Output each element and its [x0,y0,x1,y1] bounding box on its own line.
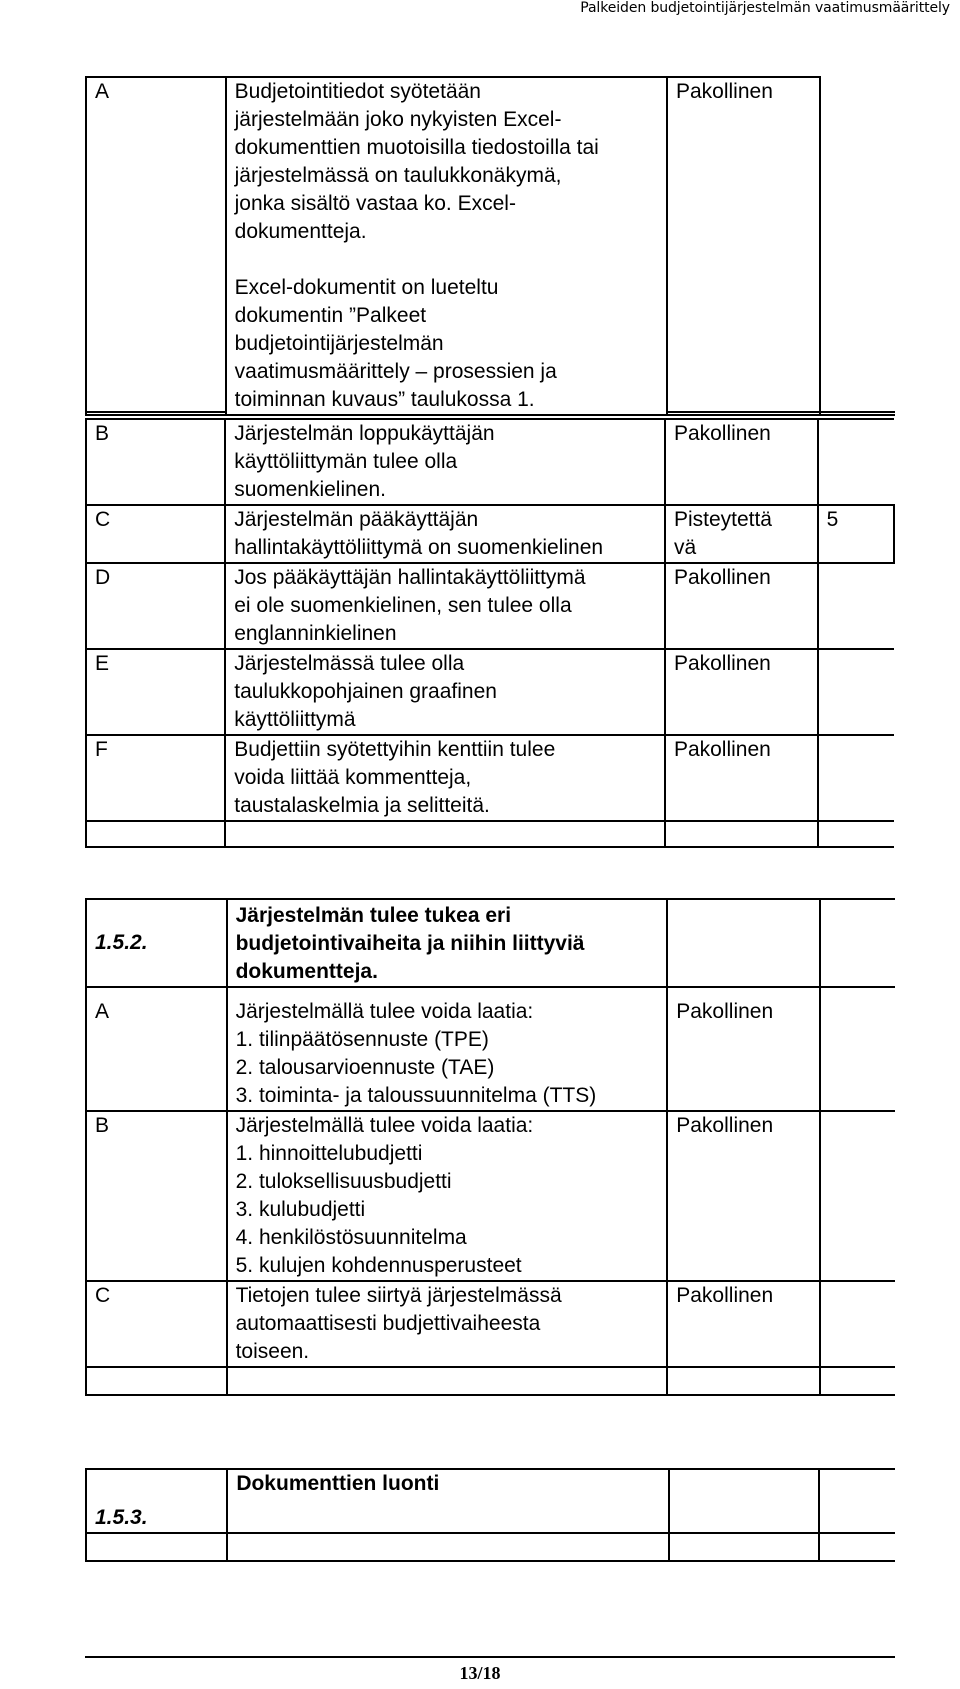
empty-cell [820,987,895,1111]
footer-divider [85,1656,895,1658]
text-line: 3. kulubudjetti [235,1198,366,1221]
row-id: D [86,563,225,649]
text-line: 1. tilinpäätösennuste (TPE) [235,1028,489,1051]
score-cell [818,735,894,821]
text-line: Järjestelmän pääkäyttäjän [234,508,479,531]
table-row [86,821,894,847]
empty-cell [665,821,818,847]
text-line: käyttöliittymän tulee olla [234,450,458,473]
text-line: Budjettiin syötettyihin kenttiin tulee [234,738,556,761]
text-line: jonka sisältö vastaa ko. Excel- [234,192,516,215]
empty-cell [227,1367,668,1395]
row-id-spacer [86,412,226,415]
row-id: A [86,987,227,1111]
section-header-row [86,1469,895,1533]
row-id: C [86,505,225,563]
requirement-text [227,1111,668,1281]
text-line: 2. tuloksellisuusbudjetti [235,1170,452,1193]
empty-cell [86,1367,227,1395]
empty-cell [86,1533,227,1561]
text-line: dokumentteja. [234,220,367,243]
text-line: Järjestelmässä tulee olla [234,652,465,675]
empty-cell [86,821,225,847]
table-row [86,735,894,821]
text-line: järjestelmässä on taulukkonäkymä, [234,164,562,187]
requirements-table-1b [85,418,895,848]
text-line: Jos pääkäyttäjän hallintakäyttöliittymä [234,566,586,589]
row-id: F [86,735,225,821]
table-row [86,987,895,1111]
table-row [86,1281,895,1367]
text-line: 5. kulujen kohdennusperusteet [235,1254,522,1277]
requirement-status: Pisteytettä vä [665,505,818,563]
text-line: suomenkielinen. [234,478,386,501]
text-line: Järjestelmällä tulee voida laatia: [235,1114,534,1137]
text-line: 4. henkilöstösuunnitelma [235,1226,467,1249]
text-line: käyttöliittymä [234,708,356,731]
status-spacer [667,412,820,415]
table-row [86,77,895,412]
text-line: Tietojen tulee siirtyä järjestelmässä [235,1284,562,1307]
table-row [86,1533,895,1561]
empty-cell [667,899,820,987]
text-line: budjetointijärjestelmän [234,332,444,355]
text-line: Budjetointitiedot syötetään [234,80,481,103]
document-header: Palkeiden budjetointijärjestelmän vaatimusmäärittely [580,0,950,16]
empty-cell [225,821,665,847]
score-cell [820,77,895,412]
empty-cell [820,1367,895,1395]
empty-cell [820,1111,895,1281]
table-row [86,563,894,649]
table-row [86,1111,895,1281]
score-cell [818,563,894,649]
score-cell [820,412,895,415]
requirements-table-1 [85,76,895,416]
text-line: dokumenttien muotoisilla tiedostoilla tai [234,136,599,159]
requirement-text [227,987,668,1111]
text-line: dokumentin ”Palkeet [234,304,427,327]
requirements-table-3 [85,1468,895,1562]
text-line: englanninkielinen [234,622,397,645]
text-line: järjestelmään joko nykyisten Excel- [234,108,562,131]
empty-cell [819,1469,895,1533]
empty-cell [820,899,895,987]
text-line: 2. talousarvioennuste (TAE) [235,1056,495,1079]
requirement-status: Pakollinen [667,77,820,412]
requirement-status: Pakollinen [665,563,818,649]
text-line: voida liittää kommentteja, [234,766,472,789]
requirement-status: Pakollinen [667,987,820,1111]
score-cell [818,419,894,505]
text-line: Järjestelmän loppukäyttäjän [234,422,495,445]
text-line: taustalaskelmia ja selitteitä. [234,794,490,817]
section-number-text: 1.5.2. [95,931,148,954]
empty-cell [819,1533,895,1561]
text-line: Järjestelmällä tulee voida laatia: [235,1000,534,1023]
text-line: ei ole suomenkielinen, sen tulee olla [234,594,572,617]
text-line: toiminnan kuvaus” taulukossa 1. [234,388,535,411]
text-line: vaatimusmäärittely – prosessien ja [234,360,557,383]
table-row [86,419,894,505]
row-id: E [86,649,225,735]
requirement-status: Pakollinen [665,419,818,505]
empty-cell [818,821,894,847]
requirement-text [226,77,667,415]
requirement-text [225,649,665,735]
text-line: 3. toiminta- ja taloussuunnitelma (TTS) [235,1084,597,1107]
section-header-row [86,899,895,987]
requirement-status: Pakollinen [667,1111,820,1281]
row-id: B [86,419,225,505]
row-id: C [86,1281,227,1367]
section-number-text: 1.5.3. [95,1506,148,1529]
section-title: Järjestelmän tulee tukea eri budjetointivaiheita ja niihin liittyviä dokumentteja. [227,899,668,987]
empty-cell [667,1367,820,1395]
requirement-text [225,505,665,563]
page-number: 13/18 [459,1663,501,1683]
empty-cell [820,1281,895,1367]
requirement-text [225,735,665,821]
row-id: A [86,77,226,412]
score-cell [818,649,894,735]
table-row [86,505,894,563]
text-line: toiseen. [235,1340,310,1363]
requirement-status: Pakollinen [665,649,818,735]
text-line: 1. hinnoittelubudjetti [235,1142,423,1165]
text-line: automaattisesti budjettivaiheesta [235,1312,541,1335]
text-line: Excel-dokumentit on lueteltu [234,276,499,299]
empty-cell [227,1533,668,1561]
requirements-table-2 [85,898,895,1396]
text-line: hallintakäyttöliittymä on suomenkielinen [234,536,604,559]
score-cell: 5 [818,505,894,563]
requirement-text [225,563,665,649]
requirement-text [227,1281,668,1367]
requirement-text [225,419,665,505]
empty-cell [669,1533,820,1561]
requirement-status: Pakollinen [667,1281,820,1367]
table-row [86,1367,895,1395]
section-title: Dokumenttien luonti [227,1469,668,1533]
requirement-status: Pakollinen [665,735,818,821]
empty-cell [669,1469,820,1533]
section-number [86,1469,227,1533]
section-number [86,899,227,987]
blank-line [235,246,658,274]
row-id: B [86,1111,227,1281]
table-row [86,649,894,735]
text-line: taulukkopohjainen graafinen [234,680,497,703]
